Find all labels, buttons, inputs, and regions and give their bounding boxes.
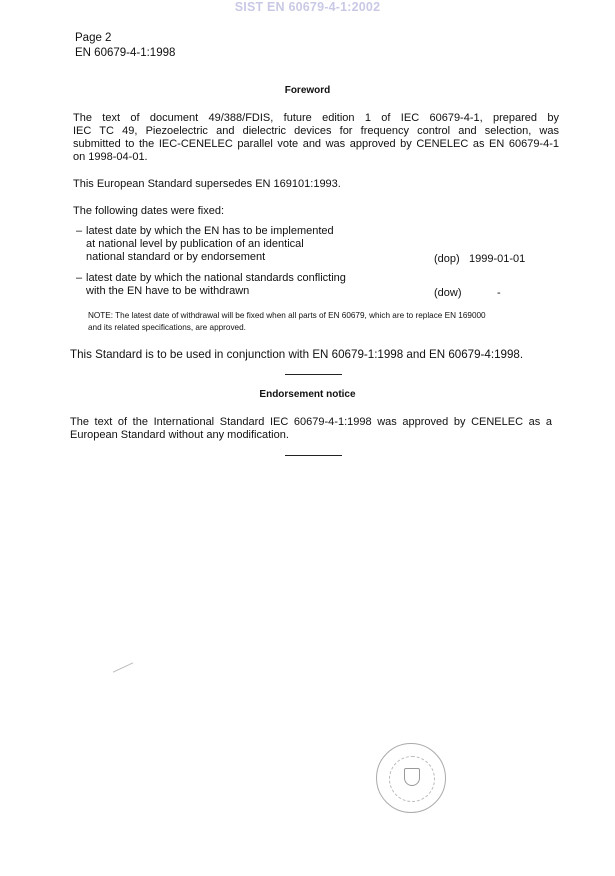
text-line: latest date by which the EN has to be implemented — [86, 225, 334, 237]
endorsement-heading: Endorsement notice — [259, 389, 356, 400]
divider — [285, 374, 342, 375]
supersedes-paragraph: This European Standard supersedes EN 169101:1993. — [73, 178, 341, 190]
document-id: EN 60679-4-1:1998 — [75, 47, 176, 59]
conjunction-paragraph: This Standard is to be used in conjunction with EN 60679-1:1998 and EN 60679-4:1998. — [70, 348, 524, 361]
watermark: SIST EN 60679-4-1:2002 — [234, 0, 381, 14]
date-code: (dop) — [434, 253, 460, 265]
text-line: with the EN have to be withdrawn — [86, 285, 250, 297]
date-code: (dow) — [434, 287, 462, 299]
divider — [285, 455, 342, 456]
page-header — [75, 31, 175, 61]
text-line: on 1998-04-01. — [73, 151, 148, 163]
page-number: Page 2 — [75, 32, 112, 44]
shield-icon — [404, 768, 420, 786]
text-line: latest date by which the national standards conflicting — [86, 272, 346, 284]
date-value: - — [497, 287, 501, 299]
date-value: 1999-01-01 — [469, 253, 526, 265]
text-line: at national level by publication of an identical — [86, 238, 304, 250]
text-line: The text of document 49/388/FDIS, future edition 1 of IEC 60679-4-1, prepared by — [73, 112, 559, 124]
text-line: The text of the International Standard IEC 60679-4-1:1998 was approved by CENELEC as a — [70, 416, 552, 428]
note-line: NOTE: The latest date of withdrawal will be fixed when all parts of EN 60679, which are to replace EN 169000 — [88, 311, 486, 320]
text-line: national standard or by endorsement — [86, 251, 266, 263]
official-seal-stamp — [376, 743, 446, 813]
scan-mark — [113, 662, 133, 672]
text-line: submitted to the IEC-CENELEC parallel vote and was approved by CENELEC as EN 60679-4-1 — [73, 138, 559, 150]
text-line: IEC TC 49, Piezoelectric and dielectric devices for frequency control and selection, was — [73, 125, 559, 137]
dates-intro: The following dates were fixed: — [73, 205, 225, 217]
foreword-heading: Foreword — [284, 85, 331, 96]
dash: – — [76, 272, 83, 284]
dash: – — [76, 225, 83, 237]
note-line: and its related specifications, are approved. — [88, 323, 246, 332]
text-line: European Standard without any modification. — [70, 429, 289, 441]
